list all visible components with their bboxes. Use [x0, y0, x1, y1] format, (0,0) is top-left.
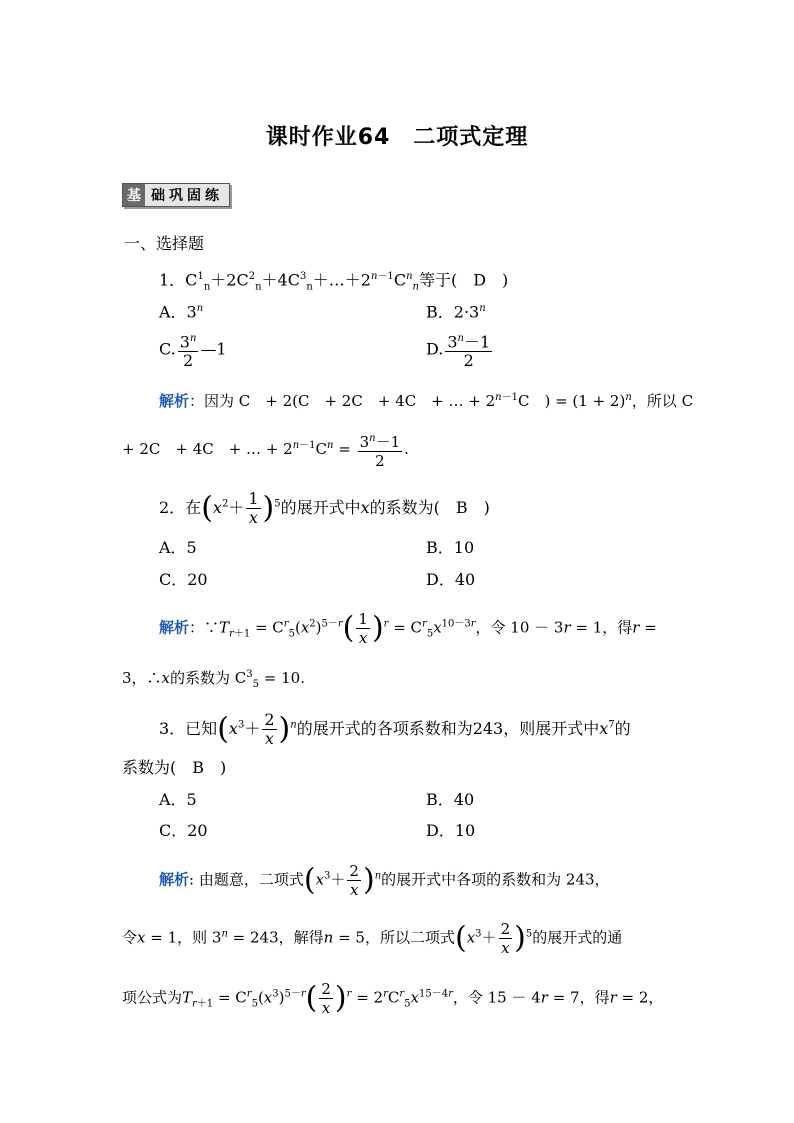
q3-analysis-line2: 令x = 1，则 $3^n = 243$，解得n = 5，所以二项式($x^3+$ $\frac{2}{x}$ )$^5$的展开式的通 — [122, 920, 623, 957]
q1-stem: 1．$C^1_n+2C^2_n+4C^3_n+\dots+2^{n-1}C^n_n$等于( D ) — [159, 270, 509, 293]
q1-option-c-fraction: $\frac{3^n}{2}$ — [178, 330, 199, 370]
q3-option-b: B．40 — [426, 790, 475, 809]
q1-analysis-line2: + 2C + 4C + … + $2^{n-1}C^n$ = $\frac{3^n-1}{2}$ . — [122, 430, 409, 470]
q2-stem: 2．在($x^2+$ $\frac{1}{x}$ )$^5$的展开式中x的系数为( B ) — [159, 489, 490, 527]
q1-option-d-fraction: $\frac{3^n-1}{2}$ — [445, 330, 492, 370]
q3-option-d: D．10 — [426, 821, 476, 840]
q2-analysis-line1: 解析：$\because T_{r+1} = C^r_5(x^2)^{5-r}$( $\frac{1}{x}$ )$^r = C^r_5x^{10-3r}$，令 10 － 3r = 1，得r = — [159, 610, 657, 647]
q2-option-d: D．40 — [426, 570, 476, 589]
q3-stem-line2: 系数为( B ) — [122, 758, 227, 777]
q1-option-d: D. $\frac{3^n-1}{2}$ — [426, 330, 494, 370]
q3-analysis-line1: 解析: 由题意，二项式($x^3+$ $\frac{2}{x}$ )$^n$的展开式中各项的系数和为 243， — [159, 862, 610, 899]
q1-analysis-fraction: $\frac{3^n-1}{2}$ — [358, 430, 403, 470]
section-tag — [122, 183, 230, 207]
section-tag-first-char: 基 — [123, 184, 145, 206]
analysis-label: 解析 — [159, 618, 190, 637]
page-title: 课时作业64 二项式定理 — [265, 125, 529, 150]
q3-analysis-line3: 项公式为$T_{r+1} = C^r_5(x^3)^{5-r}$( $\frac{2}{x}$ )$^r = 2^rC^r_5x^{15-4r}$，令 15 － 4r = 7，得r = 2， — [122, 980, 664, 1017]
q3-option-a: A．5 — [159, 790, 197, 809]
q1-option-c: C. $\frac{3^n}{2}$ —1 — [159, 330, 227, 370]
q1-option-b: B．$2\cdot 3^n$ — [426, 302, 486, 322]
q1-option-a: A．3$^n$ — [159, 302, 204, 322]
q3-stem-line1: 3．已知($x^3+$ $\frac{2}{x}$ )$^n$的展开式的各项系数和为243，则展开式中$x^7$的 — [159, 710, 631, 748]
q2-option-a: A．5 — [159, 538, 197, 557]
q1-analysis-line1: 解析：因为 C + 2(C + 2C + 4C + … + $2^{n-1}C$ ) = $(1 + 2)^n$，所以 C — [159, 392, 694, 410]
q2-option-c: C．20 — [159, 570, 208, 589]
q2-analysis-line2: 3，∴x的系数为 $C^3_5 = 10$. — [122, 669, 305, 690]
section-heading: 一、选择题 — [124, 234, 205, 253]
analysis-label: 解析 — [159, 870, 190, 889]
q3-option-c: C．20 — [159, 821, 208, 840]
analysis-label: 解析 — [159, 392, 190, 410]
q2-option-b: B．10 — [426, 538, 475, 557]
section-tag-label: 础巩固练 — [151, 188, 223, 204]
